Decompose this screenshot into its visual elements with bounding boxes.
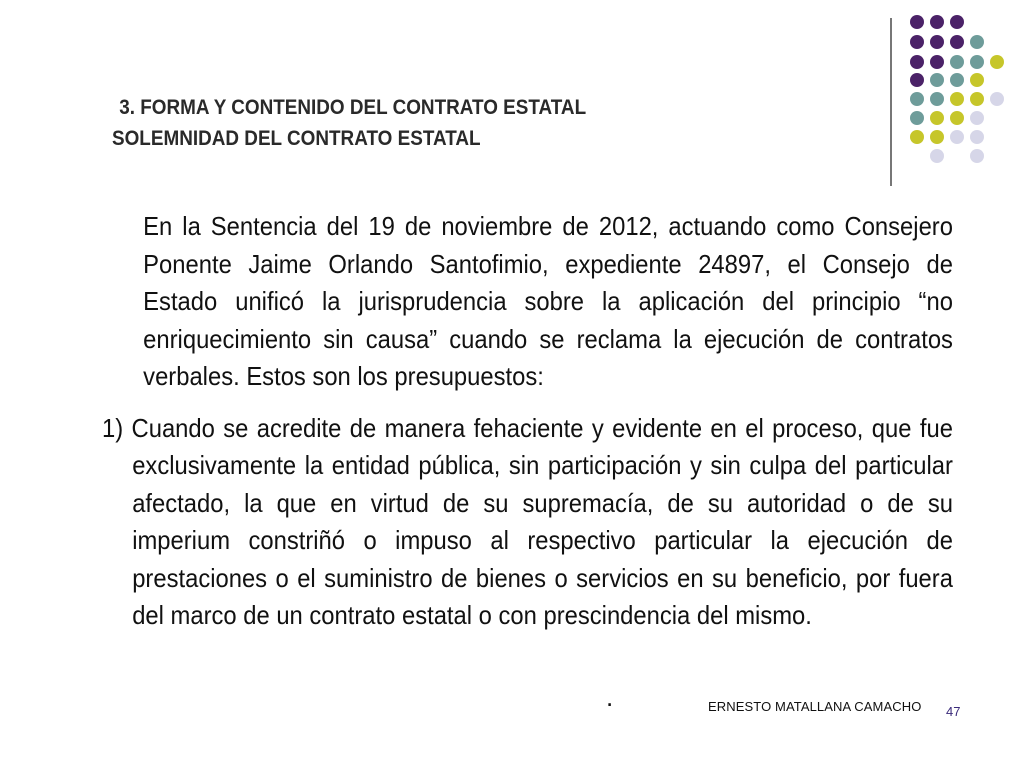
decorative-dot (930, 15, 944, 29)
decorative-dot (930, 149, 944, 163)
decorative-dot (950, 15, 964, 29)
footer-dot: . (606, 682, 614, 712)
slide-body (102, 208, 953, 635)
decorative-dot (970, 73, 984, 87)
page-number: 47 (946, 704, 961, 719)
decorative-dot (910, 35, 924, 49)
decorative-dot (970, 35, 984, 49)
decorative-dot (910, 92, 924, 106)
decorative-dot (910, 130, 924, 144)
decorative-dot (930, 92, 944, 106)
decorative-dot (910, 111, 924, 125)
decorative-dot (910, 73, 924, 87)
decorative-dot (950, 92, 964, 106)
paragraph-intro: En la Sentencia del 19 de noviembre de 2012, actuando como Consejero Ponente Jaime Orlando Santofimio, expediente 24897, el Consejo de Estado unificó la jurisprudencia sobre la aplicación del principio “no enriquecimiento sin causa” cuando se reclama la ejecución de contratos verbales. Estos son los presupuestos: (143, 211, 953, 391)
decorative-dot (950, 55, 964, 69)
title-line-1: 3. FORMA Y CONTENIDO DEL CONTRATO ESTATAL (119, 96, 587, 119)
decorative-dot-grid (0, 0, 1024, 200)
decorative-dot (930, 73, 944, 87)
decorative-dot (970, 149, 984, 163)
decorative-dot (950, 73, 964, 87)
paragraph-item-1: 1) Cuando se acredite de manera fehaciente y evidente en el proceso, que fue exclusivamente la entidad pública, sin participación y sin culpa del particular afectado, la que en virtud de su supremacía, de su autoridad o de su imperium constriñó o impuso al respectivo particular la ejecución de prestaciones o el suministro de bienes o servicios en su beneficio, por fuera del marco de un contrato estatal o con prescindencia del mismo. (102, 412, 953, 630)
decorative-dot (930, 55, 944, 69)
decorative-dot (930, 130, 944, 144)
decorative-dot (990, 55, 1004, 69)
footer-author: ERNESTO MATALLANA CAMACHO (708, 699, 922, 714)
decorative-dot (910, 55, 924, 69)
decorative-dot (970, 130, 984, 144)
decorative-dot (930, 35, 944, 49)
decorative-dot (950, 130, 964, 144)
decorative-dot (970, 111, 984, 125)
title-line-2: SOLEMNIDAD DEL CONTRATO ESTATAL (112, 127, 481, 150)
decorative-dot (910, 15, 924, 29)
decorative-dot (970, 55, 984, 69)
decorative-dot (950, 111, 964, 125)
decorative-dot (990, 92, 1004, 106)
decorative-dot (950, 35, 964, 49)
decorative-dot (930, 111, 944, 125)
decorative-dot (970, 92, 984, 106)
